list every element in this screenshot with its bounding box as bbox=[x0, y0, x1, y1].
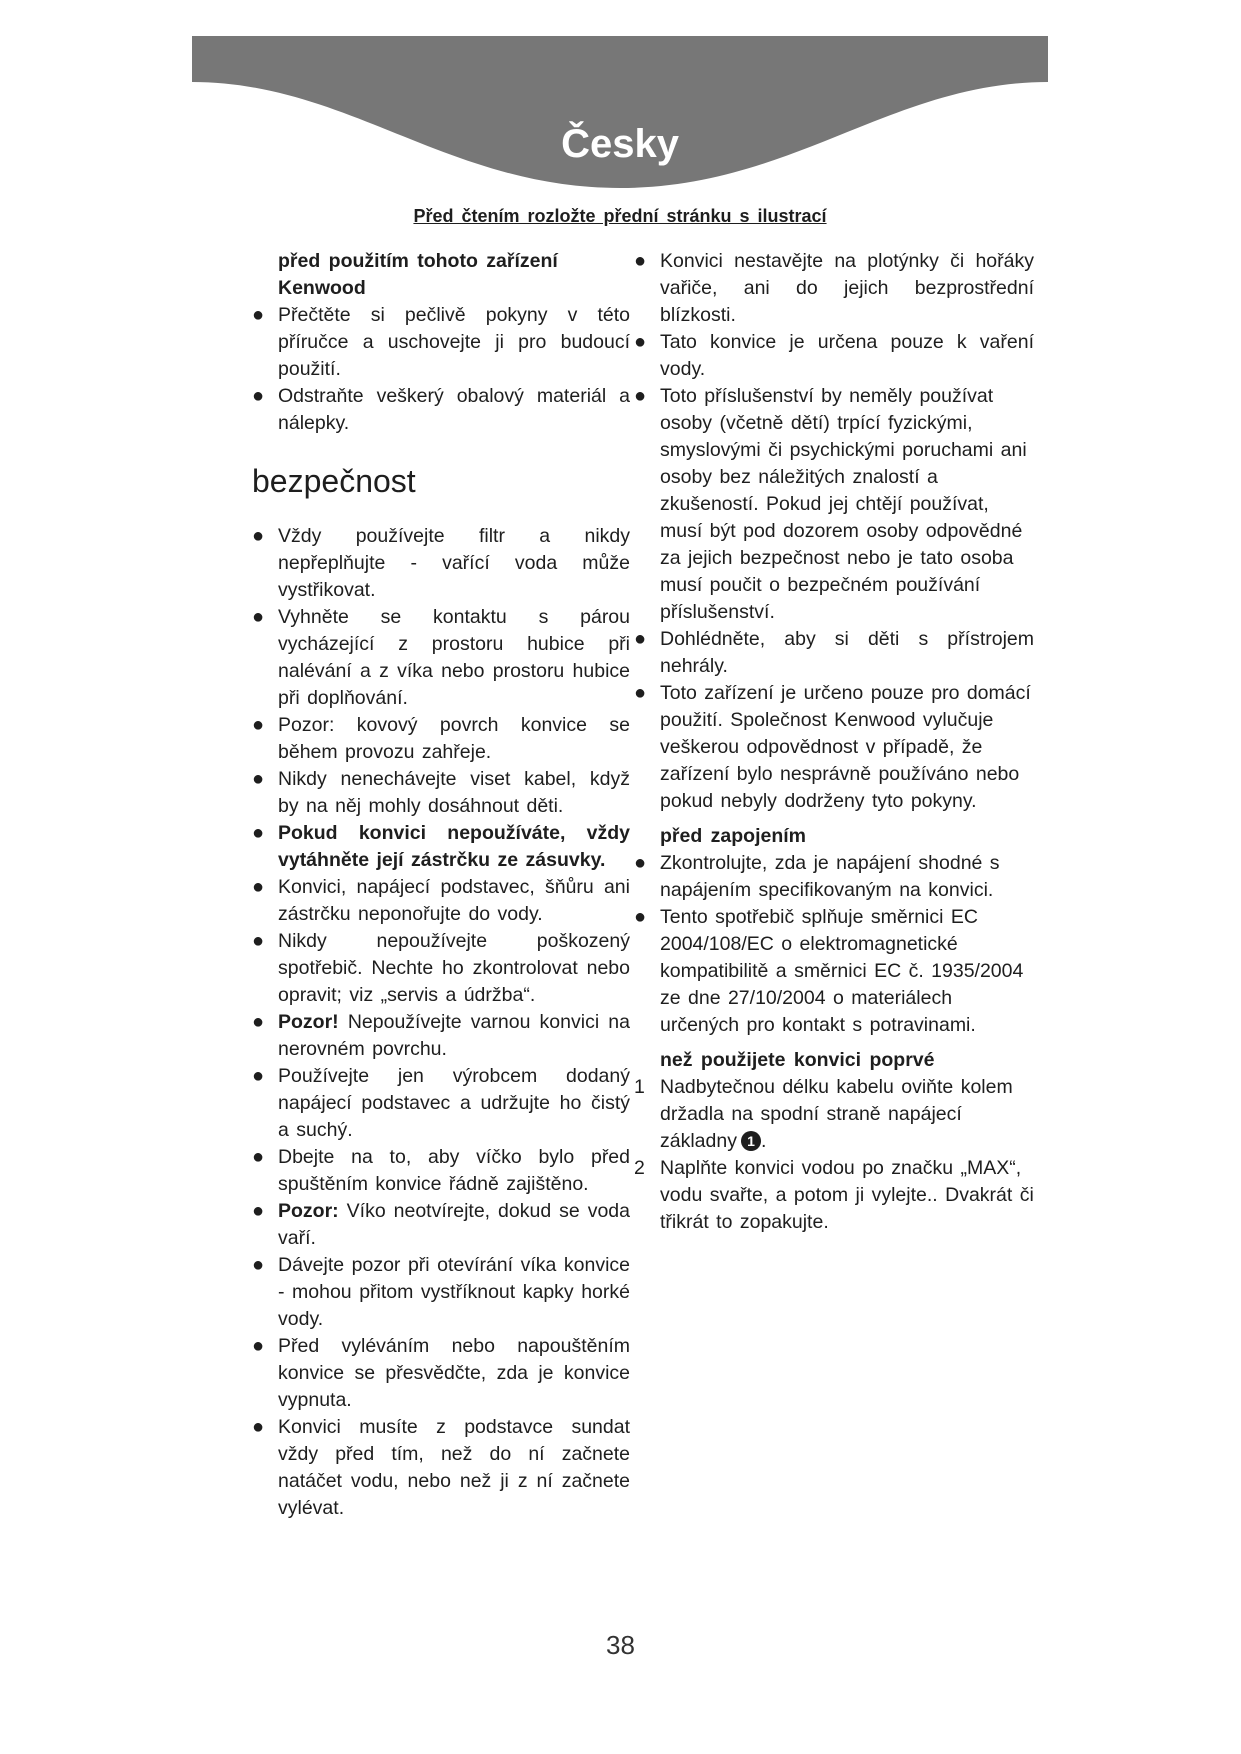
list-item: ● Toto zařízení je určeno pouze pro domácí použití. Společnost Kenwood vylučuje veškerou odpovědnost v případě, že zařízení bylo nesprávně používáno nebo pokud nebyly dodrženy tyto pokyny. bbox=[634, 682, 1031, 812]
header-banner-shape bbox=[192, 36, 1048, 196]
bullet-icon: ● bbox=[252, 714, 265, 736]
bullet-icon: ● bbox=[634, 331, 647, 353]
list-item: ● Konvici nestavějte na plotýnky či hořáky vařiče, ani do jejich bezprostřední blízkosti. bbox=[634, 250, 1034, 326]
bullet-icon: ● bbox=[252, 822, 265, 844]
bullet-icon: ● bbox=[252, 606, 265, 628]
safety-title: bezpečnost bbox=[252, 463, 416, 499]
bullet-icon: ● bbox=[252, 1335, 265, 1357]
list-item: ● Před vyléváním nebo napouštěním konvice se přesvědčte, zda je konvice vypnuta. bbox=[252, 1335, 630, 1411]
list-item: ● Pozor! Nepoužívejte varnou konvici na nerovném povrchu. bbox=[252, 1011, 630, 1060]
bullet-icon: ● bbox=[252, 385, 265, 407]
instruction-subtitle: Před čtením rozložte přední stránku s ilustrací bbox=[413, 206, 827, 226]
list-item: ● Toto příslušenství by neměly používat osoby (včetně dětí) trpící fyzickými, smyslovými či psychickými poruchami ani osoby bez náležitých znalostí a zkušeností. Pokud jej chtějí používat, musí být pod dozorem osoby odpovědné za jejich bezpečnost nebo je tato osoba musí poučit o bezpečném používání příslušenství. bbox=[634, 385, 1027, 623]
bullet-icon: ● bbox=[252, 1254, 265, 1276]
bullet-icon: ● bbox=[252, 768, 265, 790]
step-item: 1 Nadbytečnou délku kabelu oviňte kolem držadla na spodní straně napájecí základny 1 . bbox=[634, 1076, 1013, 1152]
list-item: ● Odstraňte veškerý obalový materiál a nálepky. bbox=[252, 385, 630, 434]
bullet-icon: ● bbox=[634, 628, 647, 650]
list-item: ● Pozor: Víko neotvírejte, dokud se voda vaří. bbox=[252, 1200, 630, 1249]
step-item: 2 Naplňte konvici vodou po značku „MAX“, vodu svařte, a potom ji vylejte.. Dvakrát či třikrát to zopakujte. bbox=[634, 1157, 1034, 1233]
step-number: 2 bbox=[634, 1157, 645, 1179]
bullet-icon: ● bbox=[252, 930, 265, 952]
list-item: ● Vždy používejte filtr a nikdy nepřeplňujte - vařící voda může vystřikovat. bbox=[252, 525, 630, 601]
bullet-icon: ● bbox=[634, 906, 647, 928]
list-item: ● Dohlédněte, aby si děti s přístrojem nehrály. bbox=[634, 628, 1034, 677]
list-item: ● Vyhněte se kontaktu s párou vycházející z prostoru hubice při nalévání a z víka nebo prostoru hubice při doplňování. bbox=[252, 606, 630, 709]
bullet-icon: ● bbox=[252, 525, 265, 547]
connect-heading: před zapojením bbox=[660, 825, 807, 847]
warning-label: Pozor! bbox=[278, 1011, 339, 1033]
bullet-icon: ● bbox=[252, 1065, 265, 1087]
step-number: 1 bbox=[634, 1076, 645, 1098]
list-item: ● Nikdy nepoužívejte poškozený spotřebič. Nechte ho zkontrolovat nebo opravit; viz „servis a údržba“. bbox=[252, 930, 630, 1006]
list-item: ● Pokud konvici nepoužíváte, vždy vytáhněte její zástrčku ze zásuvky. bbox=[252, 822, 630, 871]
list-item: ● Dbejte na to, aby víčko bylo před spuštěním konvice řádně zajištěno. bbox=[252, 1146, 630, 1195]
list-item: ● Nikdy nenechávejte viset kabel, když by na něj mohly dosáhnout děti. bbox=[252, 768, 630, 817]
list-item: ● Přečtěte si pečlivě pokyny v této příručce a uschovejte ji pro budoucí použití. bbox=[252, 304, 630, 380]
header-banner bbox=[192, 36, 1048, 196]
bullet-icon: ● bbox=[252, 876, 265, 898]
figure-reference-icon: 1 bbox=[741, 1131, 761, 1151]
bullet-icon: ● bbox=[252, 304, 265, 326]
first-use-heading: než použijete konvici poprvé bbox=[660, 1049, 935, 1071]
list-item: ● Konvici musíte z podstavce sundat vždy před tím, než do ní začnete natáčet vodu, nebo než ji z ní začnete vylévat. bbox=[252, 1416, 630, 1519]
list-item: ● Tato konvice je určena pouze k vaření vody. bbox=[634, 331, 1034, 380]
warning-label: Pozor: bbox=[278, 1200, 339, 1222]
bullet-icon: ● bbox=[252, 1011, 265, 1033]
bullet-icon: ● bbox=[634, 852, 647, 874]
intro-heading: před použitím tohoto zařízení Kenwood bbox=[278, 250, 558, 299]
bullet-icon: ● bbox=[252, 1200, 265, 1222]
list-item: ● Konvici, napájecí podstavec, šňůru ani zástrčku neponořujte do vody. bbox=[252, 876, 630, 925]
bullet-icon: ● bbox=[252, 1146, 265, 1168]
left-column bbox=[252, 248, 630, 1522]
list-item: ● Dávejte pozor při otevírání víka konvice - mohou přitom vystříknout kapky horké vody. bbox=[252, 1254, 630, 1330]
list-item: ● Tento spotřebič splňuje směrnici EC 2004/108/EC o elektromagnetické kompatibilitě a směrnici EC č. 1935/2004 ze dne 27/10/2004 o materiálech určených pro kontakt s potravinami. bbox=[634, 906, 1024, 1036]
list-item: ● Používejte jen výrobcem dodaný napájecí podstavec a udržujte ho čistý a suchý. bbox=[252, 1065, 630, 1141]
list-item: ● Pozor: kovový povrch konvice se během provozu zahřeje. bbox=[252, 714, 630, 763]
bullet-icon: ● bbox=[634, 250, 647, 272]
right-column bbox=[634, 248, 1034, 1236]
bullet-icon: ● bbox=[634, 385, 647, 407]
bullet-icon: ● bbox=[634, 682, 647, 704]
page-number: 38 bbox=[606, 1630, 635, 1660]
list-item: ● Zkontrolujte, zda je napájení shodné s napájením specifikovaným na konvici. bbox=[634, 852, 1000, 901]
language-title: Česky bbox=[561, 122, 679, 166]
bullet-icon: ● bbox=[252, 1416, 265, 1438]
